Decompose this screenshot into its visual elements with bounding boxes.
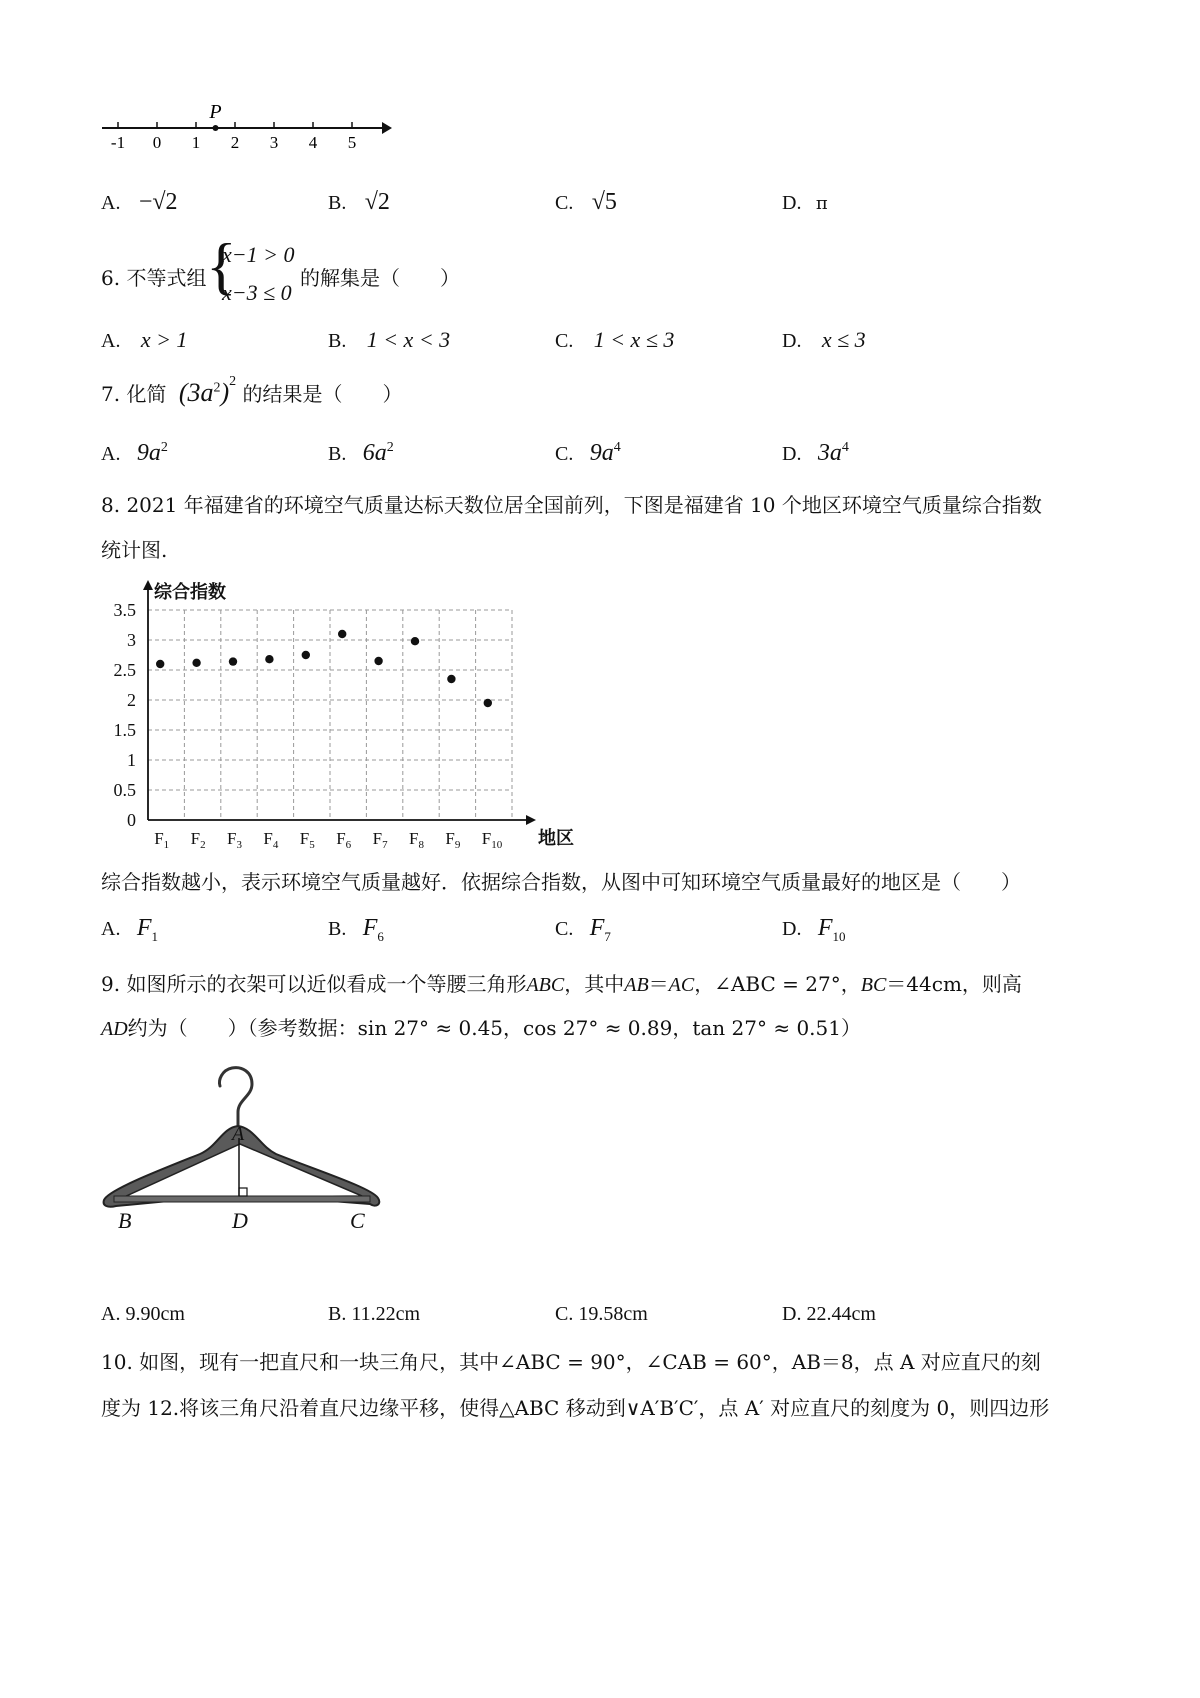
- q8-line1: 8. 2021 年福建省的环境空气质量达标天数位居全国前列，下图是福建省 10 个地区环境空气质量综合指数: [101, 493, 1042, 517]
- option-label: B.: [328, 918, 347, 940]
- q5-option-b: [328, 190, 390, 215]
- q6-prefix: 6. 不等式组: [101, 266, 207, 290]
- data-point-f10: [484, 699, 492, 707]
- q9-option-a: [101, 1302, 185, 1326]
- x-axis-title: 地区: [538, 828, 574, 849]
- q6-line1: x−1 > 0: [222, 242, 295, 267]
- x-tick-base: F: [263, 829, 273, 848]
- q6-option-d: [782, 328, 866, 353]
- data-point-f9: [447, 675, 455, 683]
- q7-suffix: 的结果是（ ）: [242, 382, 403, 406]
- x-tick-sub: 3: [236, 839, 242, 851]
- q7-option-d: [782, 436, 849, 466]
- option-label: D.: [782, 1303, 802, 1325]
- x-tick-base: F: [409, 829, 419, 848]
- y-tick-label: 3: [127, 630, 136, 650]
- q6-suffix: 的解集是（ ）: [300, 266, 460, 290]
- option-base: F: [362, 915, 378, 941]
- q5-option-c: [555, 190, 617, 215]
- tick-label: 1: [191, 133, 201, 152]
- q9-option-d: [782, 1302, 876, 1326]
- q8-option-b: [328, 916, 384, 949]
- q5-option-d: [782, 190, 828, 216]
- option-sub: 7: [604, 928, 611, 944]
- data-point-f2: [192, 659, 200, 667]
- option-label: C.: [555, 1303, 574, 1325]
- expr-base: (3a: [178, 378, 214, 407]
- q6-option-c: [555, 328, 674, 353]
- x-tick-label: [154, 829, 169, 851]
- q9-line2: [101, 1012, 861, 1041]
- option-label: D.: [782, 918, 802, 940]
- option-value: 1 < x < 3: [366, 327, 451, 352]
- text: ，其中: [564, 972, 625, 996]
- option-value: 9.90cm: [125, 1303, 185, 1325]
- option-value: 22.44cm: [806, 1303, 876, 1325]
- text: 约为（ ）（参考数据：sin 27° ≈ 0.45，cos 27° ≈ 0.89，tan 27° ≈ 0.51）: [127, 1016, 861, 1040]
- option-base: 9a: [589, 440, 614, 466]
- option-exp: 2: [160, 440, 168, 455]
- air-quality-chart: [100, 576, 580, 856]
- x-tick-base: F: [336, 829, 346, 848]
- y-tick-label: 1.5: [113, 720, 136, 740]
- option-label: D.: [782, 443, 802, 465]
- x-axis-arrow: [526, 815, 536, 825]
- option-value: 19.58cm: [578, 1303, 648, 1325]
- data-point-f6: [338, 630, 346, 638]
- option-sub: 10: [832, 928, 846, 944]
- x-tick-base: F: [190, 829, 201, 848]
- option-exp: 4: [613, 440, 621, 455]
- q9-option-b: [328, 1302, 420, 1326]
- x-tick-sub: 4: [272, 839, 279, 851]
- x-tick-label: [409, 829, 424, 851]
- option-value: √5: [591, 189, 617, 215]
- x-tick-label: [445, 829, 460, 851]
- x-tick-sub: 10: [491, 839, 503, 851]
- q6-option-a: [101, 328, 187, 353]
- q10-line1: 10. 如图，现有一把直尺和一块三角尺，其中∠ABC = 90°，∠CAB = 60°，AB＝8，点 A 对应直尺的刻: [101, 1350, 1041, 1374]
- x-tick-base: F: [481, 829, 492, 848]
- x-tick-label: [227, 829, 242, 851]
- text: ＝: [648, 972, 669, 996]
- option-label: C.: [555, 443, 574, 465]
- tick-label: -1: [110, 133, 126, 152]
- option-value: √2: [364, 189, 390, 215]
- q8-after: 综合指数越小，表示环境空气质量越好．依据综合指数，从图中可知环境空气质量最好的地区是（ ）: [101, 870, 1021, 894]
- option-base: 9a: [136, 440, 161, 466]
- y-tick-label: 0.5: [113, 780, 136, 800]
- expr-close: ): [220, 378, 230, 407]
- option-label: C.: [555, 192, 574, 214]
- x-tick-sub: 9: [454, 839, 461, 851]
- option-label: A.: [101, 918, 121, 940]
- option-base: F: [817, 915, 833, 941]
- q7-question: [101, 374, 403, 408]
- option-label: A.: [101, 330, 121, 352]
- tick-label: 3: [269, 133, 279, 152]
- data-point-f1: [156, 660, 164, 668]
- y-tick-label: 1: [127, 750, 136, 770]
- data-point-f3: [229, 657, 237, 665]
- x-tick-label: [373, 829, 388, 851]
- y-axis-arrow: [143, 580, 153, 590]
- x-tick-sub: 2: [200, 839, 206, 851]
- option-sub: 1: [151, 928, 158, 944]
- math-ab: AB: [624, 974, 649, 996]
- x-tick-base: F: [154, 829, 164, 848]
- x-tick-sub: 6: [345, 839, 352, 851]
- data-point-f8: [411, 637, 419, 645]
- x-tick-base: F: [227, 829, 237, 848]
- label-a: A: [232, 1123, 245, 1145]
- math-ad: AD: [101, 1018, 128, 1040]
- option-base: F: [589, 915, 605, 941]
- option-label: B.: [328, 192, 347, 214]
- option-label: A.: [101, 1303, 121, 1325]
- expr-inner-exp: 2: [213, 380, 221, 396]
- q7-expression: [178, 374, 237, 407]
- option-label: D.: [782, 192, 802, 214]
- x-tick-label: [300, 829, 315, 851]
- label-c: C: [350, 1208, 365, 1233]
- y-tick-label: 3.5: [113, 600, 136, 620]
- option-label: A.: [101, 192, 121, 214]
- tick-label: 0: [152, 133, 162, 152]
- q8-line2: 统计图.: [101, 538, 168, 562]
- x-tick-label: [263, 829, 278, 851]
- option-base: F: [136, 915, 152, 941]
- x-tick-sub: 1: [163, 839, 170, 851]
- x-tick-base: F: [299, 829, 310, 848]
- q8-option-a: [101, 916, 158, 949]
- x-tick-sub: 8: [418, 839, 424, 851]
- y-axis-title: 综合指数: [154, 582, 226, 603]
- text: ＝44cm，则高: [886, 972, 1022, 996]
- tick-label: 4: [308, 133, 318, 152]
- x-tick-sub: 7: [382, 839, 388, 851]
- option-label: B.: [328, 443, 347, 465]
- q9-line1: [101, 968, 1022, 997]
- q10-line2: 度为 12.将该三角尺沿着直尺边缘平移，使得△ABC 移动到∨A′B′C′，点 A′ 对应直尺的刻度为 0，则四边形: [101, 1396, 1050, 1420]
- option-value: x > 1: [140, 327, 188, 352]
- q7-option-b: [328, 436, 394, 466]
- q7-option-c: [555, 436, 621, 466]
- x-tick-label: [482, 829, 503, 851]
- data-point-f7: [374, 657, 382, 665]
- data-point-f5: [302, 651, 310, 659]
- x-tick-base: F: [445, 829, 455, 848]
- option-label: C.: [555, 330, 574, 352]
- label-b: B: [118, 1208, 132, 1233]
- option-value: 11.22cm: [351, 1303, 421, 1325]
- option-value: π: [815, 193, 828, 214]
- option-base: 3a: [817, 440, 842, 466]
- q6-option-b: [328, 328, 450, 353]
- x-tick-label: [336, 829, 351, 851]
- option-exp: 2: [386, 440, 394, 455]
- option-label: D.: [782, 330, 802, 352]
- y-tick-label: 2.5: [113, 660, 136, 680]
- point-p: [213, 125, 219, 131]
- y-tick-label: 0: [127, 810, 136, 830]
- x-tick-sub: 5: [309, 839, 315, 851]
- math-abc: ABC: [526, 974, 565, 996]
- math-bc: BC: [860, 974, 887, 996]
- label-d: D: [232, 1208, 248, 1233]
- option-label: B.: [328, 330, 347, 352]
- point-p-label: P: [209, 101, 222, 123]
- q8-option-c: [555, 916, 611, 949]
- expr-outer-exp: 2: [229, 374, 237, 390]
- hanger-figure: [100, 1062, 400, 1242]
- x-tick-label: [191, 829, 206, 851]
- option-exp: 4: [841, 440, 849, 455]
- tick-label: 2: [230, 133, 240, 152]
- y-tick-label: 2: [127, 690, 136, 710]
- q5-option-a: [101, 190, 178, 215]
- option-label: A.: [101, 443, 121, 465]
- data-point-f4: [265, 655, 273, 663]
- option-base: 6a: [362, 440, 387, 466]
- q7-prefix: 7. 化简: [101, 382, 167, 406]
- math-ac: AC: [668, 974, 695, 996]
- tick-label: 5: [347, 133, 357, 152]
- system-brace: {: [206, 230, 237, 301]
- number-line: [100, 100, 400, 160]
- q6-line2: x−3 ≤ 0: [222, 280, 292, 305]
- option-sub: 6: [377, 928, 384, 944]
- text: ，∠ABC = 27°，: [694, 972, 861, 996]
- hanger-bar: [114, 1196, 370, 1202]
- option-value: 1 < x ≤ 3: [593, 327, 675, 352]
- option-label: B.: [328, 1303, 347, 1325]
- q8-option-d: [782, 916, 845, 949]
- q7-option-a: [101, 436, 168, 466]
- q9-option-c: [555, 1302, 648, 1326]
- x-tick-base: F: [372, 829, 383, 848]
- option-value: −√2: [138, 189, 178, 215]
- option-value: x ≤ 3: [821, 327, 866, 352]
- text: 9. 如图所示的衣架可以近似看成一个等腰三角形: [101, 972, 527, 996]
- option-label: C.: [555, 918, 574, 940]
